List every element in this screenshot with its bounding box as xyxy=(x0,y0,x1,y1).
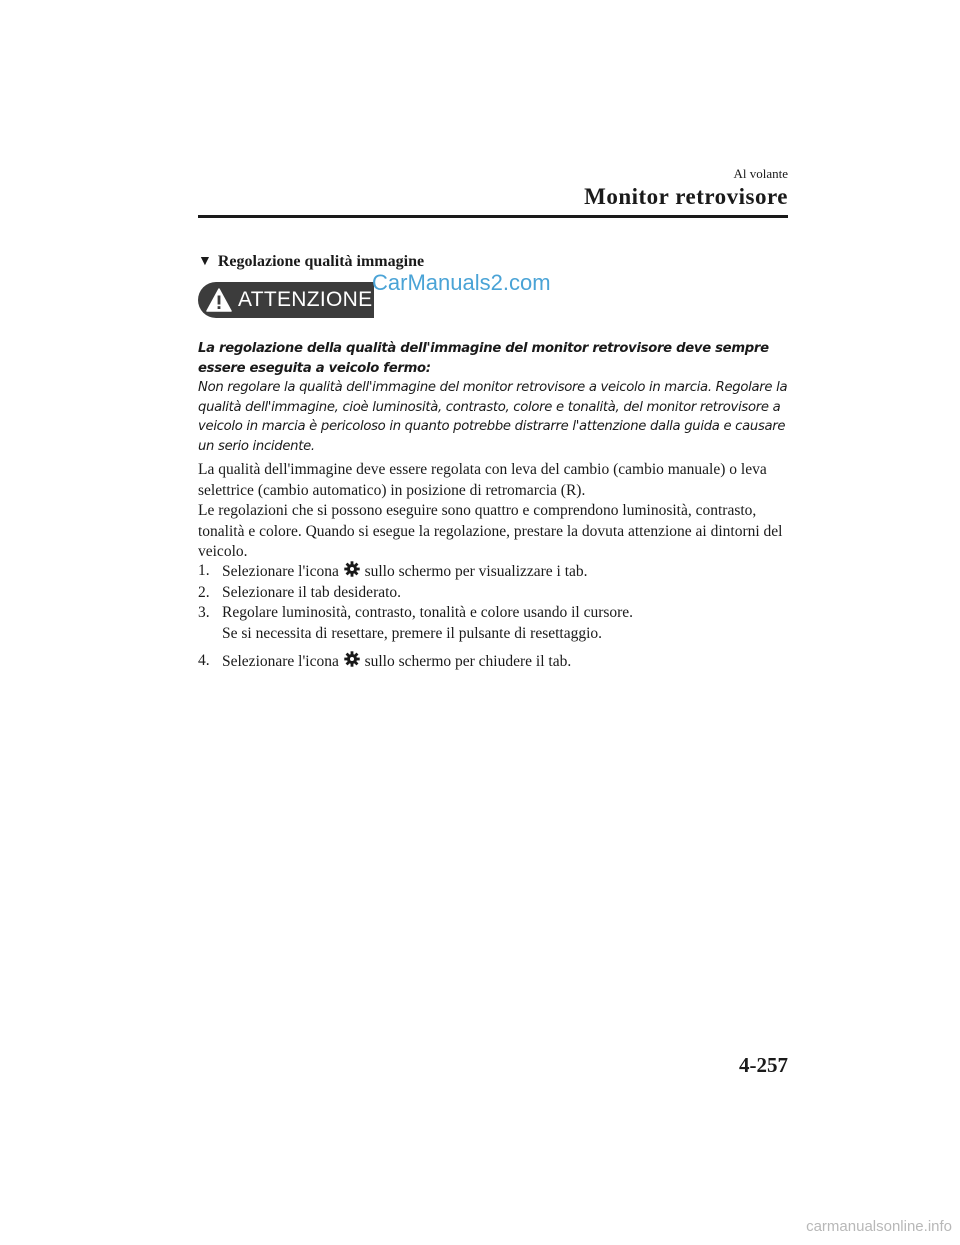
warning-badge xyxy=(198,282,374,318)
subsection-heading xyxy=(198,253,424,271)
gear-icon xyxy=(344,651,360,667)
warning-bold-text: La regolazione della qualità dell'immagine del monitor retrovisore deve sempre essere eseguita a veicolo fermo: xyxy=(198,341,769,376)
step-text-after: sullo schermo per visualizzare i tab. xyxy=(364,563,588,580)
step-text: Regolare luminosità, contrasto, tonalità e colore usando il cursore. xyxy=(222,604,634,621)
step-subtext: Se si necessita di resettare, premere il pulsante di resettaggio. xyxy=(222,624,603,642)
step-number: 4. xyxy=(198,652,210,669)
watermark-link[interactable]: CarManuals2.com xyxy=(372,270,551,295)
step-4 xyxy=(198,651,798,673)
footer-watermark-link[interactable]: carmanualsonline.info xyxy=(806,1218,952,1235)
step-3 xyxy=(198,603,798,644)
body-paragraph-2: Le regolazioni che si possono eseguire sono quattro e comprendono luminosità, contrasto, tonalità e colore. Quando si esegue la regolazione, prestare la dovuta attenzione ai dintorni del veicolo. xyxy=(198,502,783,560)
triangle-marker-icon: ▼ xyxy=(198,254,212,269)
step-2 xyxy=(198,583,798,604)
step-text-before: Selezionare l'icona xyxy=(222,653,339,670)
steps-list xyxy=(198,561,798,673)
warning-label: ATTENZIONE xyxy=(238,288,373,311)
step-text: Selezionare il tab desiderato. xyxy=(222,583,402,601)
header-section-label: Al volante xyxy=(733,166,788,181)
step-text-after: sullo schermo per chiudere il tab. xyxy=(364,653,572,670)
step-1 xyxy=(198,561,798,583)
step-text-before: Selezionare l'icona xyxy=(222,563,339,580)
page-title: Monitor retrovisore xyxy=(584,184,788,209)
gear-icon xyxy=(344,561,360,577)
subsection-title: Regolazione qualità immagine xyxy=(217,253,425,270)
page-number: 4-257 xyxy=(739,1053,788,1077)
warning-text xyxy=(198,339,798,456)
warning-body-text: Non regolare la qualità dell'immagine del monitor retrovisore a veicolo in marcia. Regolare la qualità dell'immagine, cioè luminosità, contrasto, colore e tonalità, del monitor retrovisore a veicolo in marcia è pericoloso in quanto potrebbe distrarre l'attenzione dalla guida e causare un serio incidente. xyxy=(198,380,788,454)
header-divider xyxy=(198,215,788,218)
body-text xyxy=(198,460,798,563)
body-paragraph-1: La qualità dell'immagine deve essere regolata con leva del cambio (cambio manuale) o leva selettrice (cambio automatico) in posizione di retromarcia (R). xyxy=(198,461,767,499)
step-number: 2. xyxy=(198,583,210,601)
step-number: 3. xyxy=(198,604,210,621)
warning-triangle-icon xyxy=(206,288,232,312)
step-number: 1. xyxy=(198,562,210,579)
